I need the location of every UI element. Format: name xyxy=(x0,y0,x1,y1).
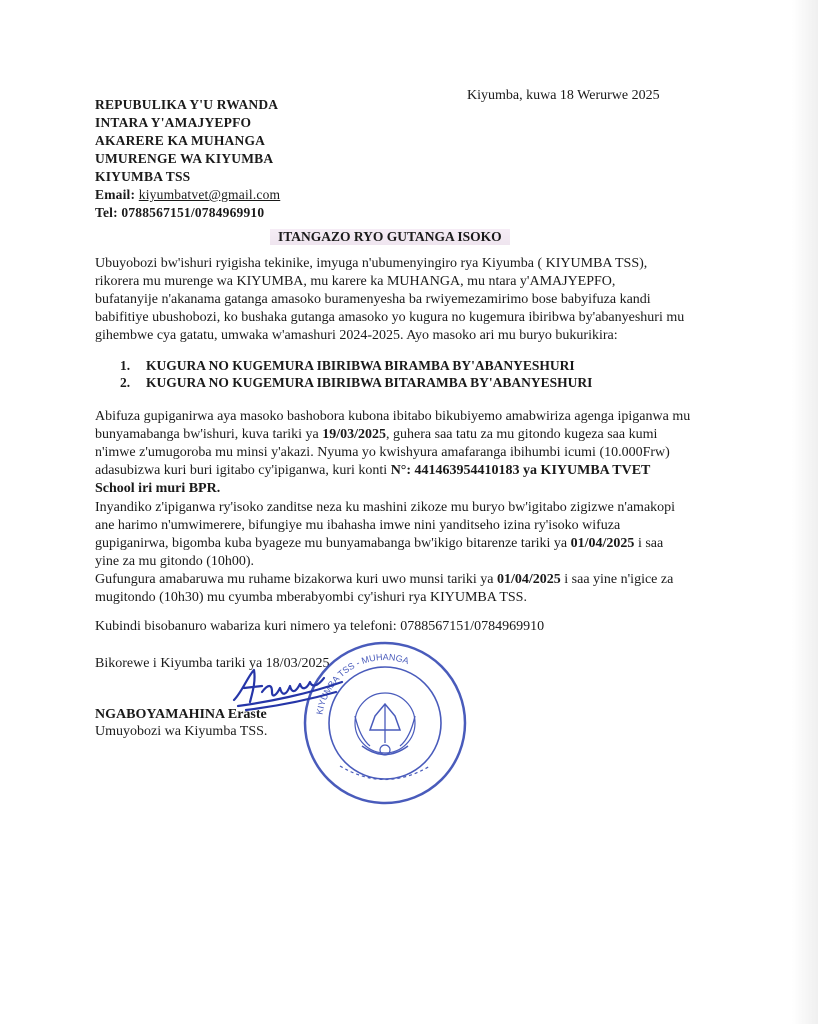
letter-date: Kiyumba, kuwa 18 Werurwe 2025 xyxy=(467,88,660,103)
letterhead-email-line xyxy=(95,186,280,204)
lot-number: 1. xyxy=(120,358,131,373)
deadline-date: 01/04/2025 xyxy=(570,536,635,551)
signer-block xyxy=(95,706,267,740)
email-address[interactable]: kiyumbatvet@gmail.com xyxy=(138,187,281,202)
body-text: Gufungura amabaruwa mu ruhame bizakorwa kuri uwo munsi tariki ya xyxy=(95,572,497,587)
signer-role: Umuyobozi wa Kiyumba TSS. xyxy=(95,724,268,739)
signer-name: NGABOYAMAHINA Eraste xyxy=(95,707,267,722)
body-line xyxy=(95,462,710,480)
bank-name: School iri muri BPR. xyxy=(95,481,221,496)
body-text: bunyamabanga bw'ishuri, kuva tariki ya xyxy=(95,427,323,442)
letterhead-school: KIYUMBA TSS xyxy=(95,169,191,184)
lot-title: KUGURA NO KUGEMURA IBIRIBWA BIRAMBA BY'ABANYESHURI xyxy=(146,358,575,373)
body-text: adasubizwa kuri buri igitabo cy'ipiganwa, kuri konti xyxy=(95,463,391,478)
email-label: Email: xyxy=(95,187,136,202)
lot-title: KUGURA NO KUGEMURA IBIRIBWA BITARAMBA BY'ABANYESHURI xyxy=(146,375,593,390)
letterhead-district: AKARERE KA MUHANGA xyxy=(95,133,266,148)
bid-documents-paragraph xyxy=(95,408,710,498)
intro-paragraph xyxy=(95,255,710,345)
intro-line: gihembwe cya gatatu, umwaka w'amashuri 2024-2025. Ayo masoko ari mu buryo bukurikira: xyxy=(95,328,618,343)
body-line xyxy=(95,426,710,444)
bank-account: N°: 441463954410183 ya KIYUMBA TVET xyxy=(390,463,651,478)
contact-paragraph xyxy=(95,618,710,636)
letterhead xyxy=(95,96,280,222)
opening-paragraph xyxy=(95,571,710,607)
body-text: i saa xyxy=(634,536,664,551)
body-line xyxy=(95,535,710,553)
letterhead-republic: REPUBULIKA Y'U RWANDA xyxy=(95,97,279,112)
body-line xyxy=(95,571,710,589)
body-text: , guhera saa tatu za mu gitondo kugeza saa kumi xyxy=(386,427,658,442)
letterhead-sector: UMURENGE WA KIYUMBA xyxy=(95,151,274,166)
submission-paragraph xyxy=(95,499,710,571)
body-line: Bikorewe i Kiyumba tariki ya 18/03/2025 xyxy=(95,656,330,671)
page-edge-shadow xyxy=(792,0,818,1024)
start-date: 19/03/2025 xyxy=(322,427,387,442)
body-line: yine za mu gitondo (10h00). xyxy=(95,554,255,569)
list-item xyxy=(120,357,592,374)
intro-line: rikorera mu murenge wa KIYUMBA, mu karere ka MUHANGA, mu ntara y'AMAJYEPFO, xyxy=(95,274,616,289)
body-line: Inyandiko z'ipiganwa ry'isoko zanditse neza ku mashini zikoze mu buryo bw'igitabo zigizwe n'amakopi xyxy=(95,500,676,515)
body-line: ane harimo n'umwimerere, bifungiye mu ibahasha imwe nini yanditseho izina ry'isoko wifuza xyxy=(95,518,621,533)
body-line: Abifuza gupiganirwa aya masoko bashobora kubona ibitabo bikubiyemo amabwiriza agenga ipiganwa mu xyxy=(95,409,691,424)
body-line: n'imwe z'umugoroba mu minsi y'akazi. Nyuma yo kwishyura amafaranga ibihumbi icumi (10.000Frw) xyxy=(95,445,670,460)
signature xyxy=(228,662,348,712)
body-line xyxy=(95,480,710,498)
body-text: i saa yine n'igice za xyxy=(560,572,674,587)
intro-line: Ubuyobozi bw'ishuri ryigisha tekinike, imyuga n'ubumenyingiro rya Kiyumba ( KIYUMBA TSS), xyxy=(95,256,648,271)
stamp-text: KIYUMBA TSS - MUHANGA xyxy=(314,651,411,716)
body-line: Kubindi bisobanuro wabariza kuri nimero ya telefoni: 0788567151/0784969910 xyxy=(95,619,545,634)
letterhead-province: INTARA Y'AMAJYEPFO xyxy=(95,115,252,130)
notice-title: ITANGAZO RYO GUTANGA ISOKO xyxy=(270,229,510,245)
body-text: gupiganirwa, bigomba kuba byageze mu bunyamabanga bw'ikigo bitarenze tariki ya xyxy=(95,536,571,551)
lot-number: 2. xyxy=(120,375,131,390)
list-item xyxy=(120,374,592,391)
letterhead-phone: Tel: 0788567151/0784969910 xyxy=(95,205,265,220)
opening-date: 01/04/2025 xyxy=(497,572,561,587)
intro-line: babifitiye ubushobozi, ko bushaka gutanga amasoko yo kugura no kugemura ibiribwa by'abanyeshuri mu xyxy=(95,310,685,325)
intro-line: bufatanyije n'akanama gatanga amasoko buramenyesha ba rwiyemezamirimo bose babyifuza kandi xyxy=(95,292,651,307)
lots-list xyxy=(120,357,592,391)
body-line: mugitondo (10h30) mu cyumba mberabyombi cy'ishuri rya KIYUMBA TSS. xyxy=(95,590,527,605)
